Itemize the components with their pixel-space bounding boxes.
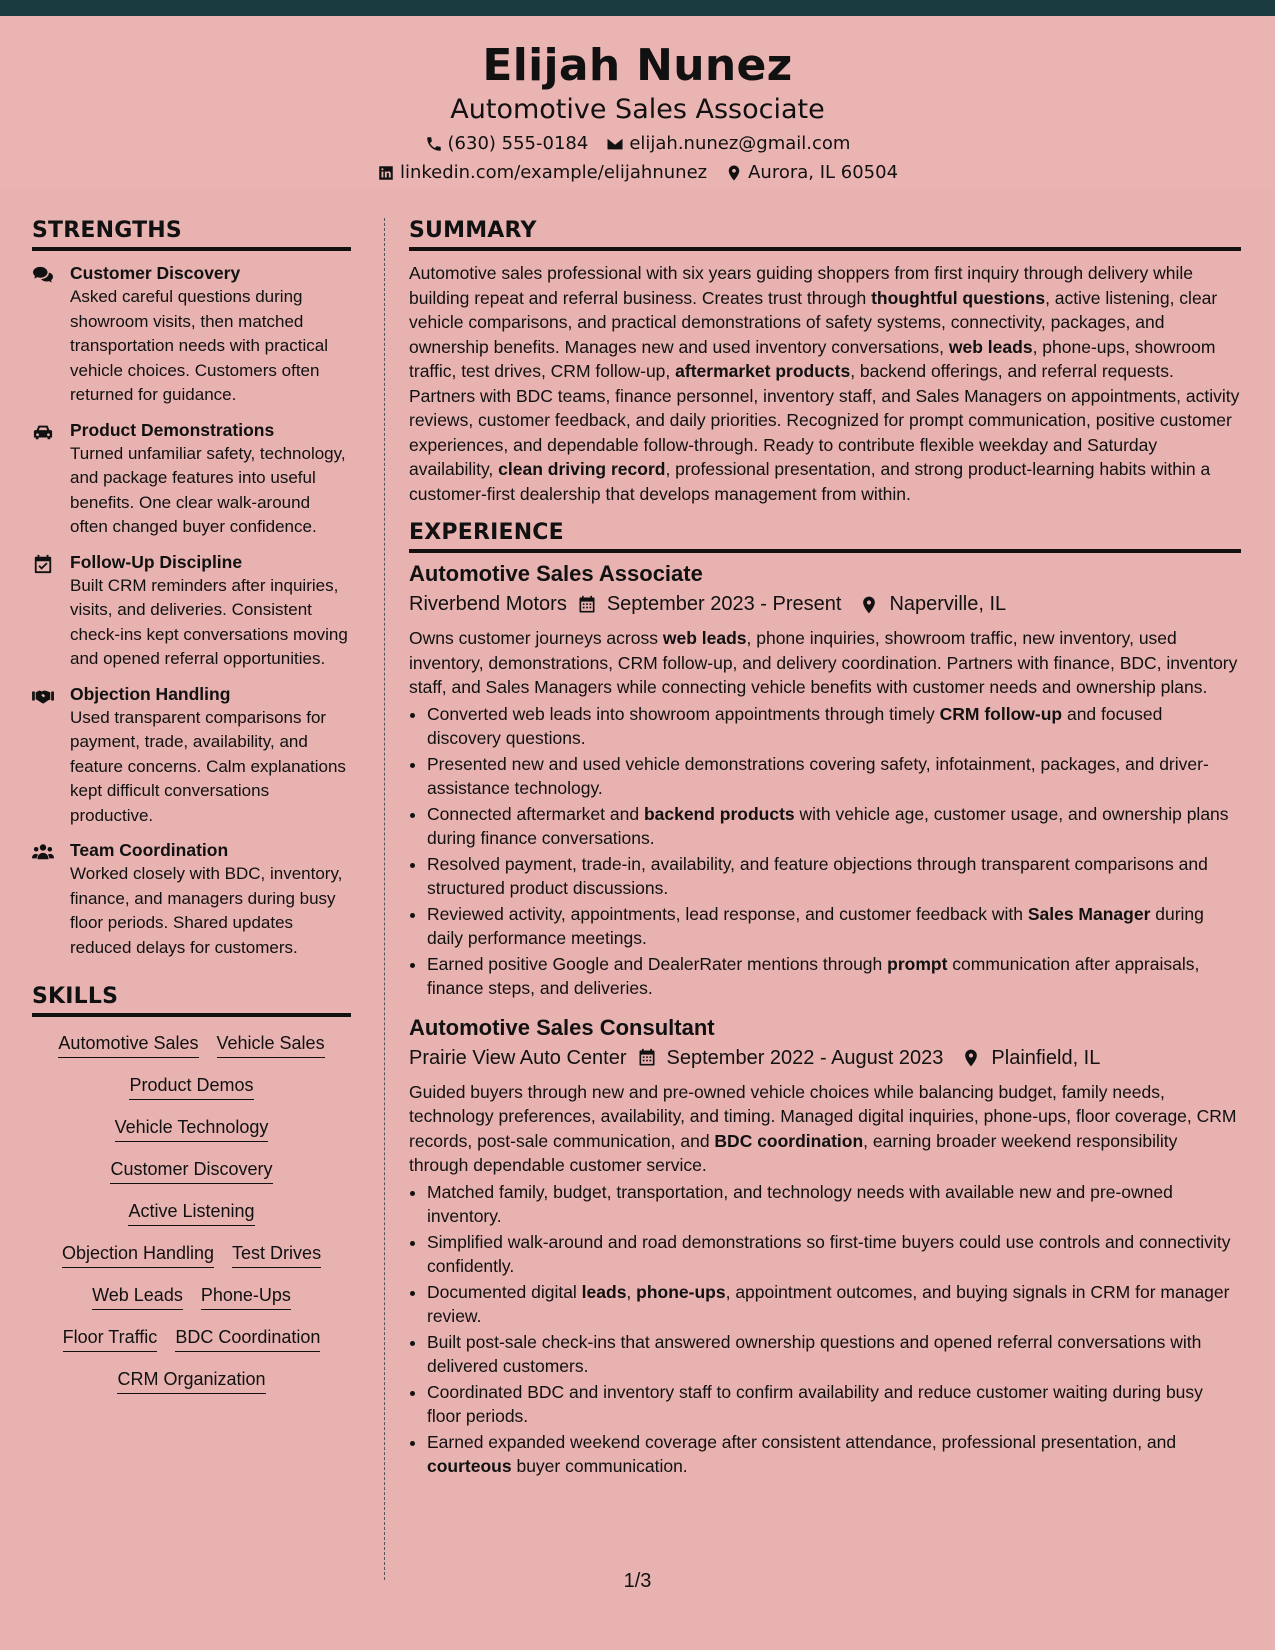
- job-bullet: [427, 952, 1241, 1001]
- skill-chip: Phone-Ups: [201, 1285, 291, 1310]
- candidate-name: Elijah Nunez: [482, 40, 793, 91]
- job-dates: September 2022 - August 2023: [666, 1046, 944, 1069]
- job-bullet: [427, 702, 1241, 751]
- text-run: , active listening, clear vehicle comparisons, and practical demonstrations of safety systems, connectivity, packages, and ownership benefits. Manages new and used inventory conversations,: [409, 287, 1218, 357]
- job-bullet: [427, 902, 1241, 951]
- job-description: [409, 1080, 1241, 1178]
- bold-keyword: Sales Manager: [1027, 903, 1151, 924]
- job-bullet: [427, 1430, 1241, 1479]
- strength-title: Follow-Up Discipline: [70, 551, 243, 572]
- bold-keyword: courteous: [427, 1456, 512, 1476]
- text-run: Earned expanded weekend coverage after consistent attendance, professional presentation, and: [427, 1431, 1177, 1452]
- job-description: [409, 626, 1241, 700]
- map-pin-icon: [725, 164, 743, 182]
- bold-keyword: CRM follow-up: [939, 703, 1063, 724]
- bold-keyword: backend products: [643, 803, 795, 824]
- strength-title: Team Coordination: [70, 840, 229, 860]
- skill-chip: Floor Traffic: [63, 1327, 158, 1352]
- bold-keyword: clean driving record: [498, 459, 666, 479]
- text-run: during daily performance meetings.: [427, 903, 1204, 948]
- bold-keyword: leads: [581, 1281, 627, 1302]
- strength-item: [32, 263, 351, 408]
- strength-icon-wrap: [32, 684, 70, 829]
- strength-body: [70, 840, 351, 960]
- strength-description: Worked closely with BDC, inventory, finance, and managers during busy floor periods. Shared updates reduced delays for customers.: [70, 864, 343, 957]
- page-number: 1/3: [623, 1570, 652, 1592]
- skills-row: [32, 1243, 351, 1268]
- bold-keyword: aftermarket products: [675, 361, 851, 381]
- job-title: Automotive Sales Consultant: [409, 1014, 715, 1040]
- right-column: [409, 218, 1241, 1480]
- users-icon: [32, 842, 54, 862]
- strength-title: Customer Discovery: [70, 263, 241, 283]
- skill-chip: BDC Coordination: [175, 1327, 320, 1352]
- skills-row: [32, 1159, 351, 1184]
- job-bullet: [427, 802, 1241, 851]
- text-run: buyer communication.: [511, 1456, 688, 1476]
- text-run: Built post-sale check-ins that answered ownership questions and opened referral conversations with delivered customers.: [427, 1331, 1202, 1376]
- strength-item: [32, 420, 351, 540]
- bold-keyword: web leads: [948, 336, 1033, 357]
- map-pin-icon: [961, 1048, 981, 1068]
- job-bullet: [427, 752, 1241, 801]
- phone-contact: [425, 133, 589, 154]
- summary-heading: SUMMARY: [409, 218, 1241, 251]
- strength-item: [32, 840, 351, 960]
- skills-row: [32, 1201, 351, 1226]
- job-dates: September 2023 - Present: [606, 593, 842, 615]
- skill-chip: Objection Handling: [62, 1243, 214, 1268]
- strength-description: Asked careful questions during showroom visits, then matched transportation needs with practical vehicle choices. Customers often returned for guidance.: [70, 287, 328, 404]
- linkedin-icon: [377, 164, 395, 182]
- text-run: Owns customer journeys across: [409, 628, 663, 648]
- skills-row: [32, 1033, 351, 1058]
- strength-body: [70, 263, 351, 408]
- job-meta: [409, 1047, 1241, 1070]
- contact-row-1: [0, 133, 1275, 154]
- strength-icon-wrap: [32, 552, 70, 672]
- phone-text: (630) 555-0184: [447, 133, 589, 154]
- email-text[interactable]: elijah.nunez@gmail.com: [629, 133, 851, 154]
- job-bullet: [427, 1180, 1241, 1229]
- strength-item: [32, 552, 351, 672]
- column-divider: [384, 218, 385, 1580]
- experience-list: [409, 561, 1241, 1479]
- calendar-check-icon: [32, 554, 54, 574]
- text-run: Converted web leads into showroom appointments through timely: [427, 703, 940, 724]
- text-run: , backend offerings, and referral requests. Partners with BDC teams, finance personnel, inventory staff, and Sales Managers on appointments, activity reviews, customer feedback, and daily priorities. Recognized for prompt communication, positive customer experiences, and dependable follow-through. Ready to contribute flexible weekday and Saturday availability,: [409, 361, 1240, 479]
- strength-body: [70, 552, 351, 672]
- text-run: , phone-ups, showroom traffic, test drives, CRM follow-up,: [409, 336, 1216, 381]
- strength-item: [32, 684, 351, 829]
- location-text: Aurora, IL 60504: [748, 162, 899, 183]
- strength-icon-wrap: [32, 420, 70, 540]
- strength-description: Turned unfamiliar safety, technology, and package features into useful benefits. One clear walk-around often changed buyer confidence.: [70, 443, 346, 536]
- bold-keyword: web leads: [662, 628, 747, 648]
- left-column: [32, 218, 351, 1480]
- text-run: , appointment outcomes, and buying signals in CRM for manager review.: [427, 1281, 1230, 1326]
- skills-row: [32, 1285, 351, 1310]
- linkedin-text[interactable]: linkedin.com/example/elijahnunez: [399, 162, 708, 183]
- text-run: , earning broader weekend responsibility through dependable customer service.: [409, 1130, 1178, 1175]
- resume-header: [0, 16, 1275, 190]
- job-meta: [409, 593, 1241, 616]
- strengths-list: [32, 263, 351, 960]
- job-bullets: [409, 1180, 1241, 1479]
- text-run: Resolved payment, trade-in, availability, and feature objections through transparent comparisons and structured product discussions.: [427, 853, 1208, 898]
- job-bullets: [409, 702, 1241, 1001]
- job-location: Plainfield, IL: [991, 1046, 1101, 1069]
- text-run: , phone inquiries, showroom traffic, new inventory, used inventory, demonstrations, CRM follow-up, and delivery coordination. Partners with finance, BDC, inventory staff, and Sales Managers while connecting vehicle benefits with customer needs and ownership plans.: [409, 628, 1238, 697]
- envelope-icon: [606, 135, 624, 153]
- job-bullet: [427, 1330, 1241, 1379]
- strength-title: Objection Handling: [70, 683, 231, 704]
- skills-row: [32, 1075, 351, 1100]
- phone-icon: [425, 135, 443, 153]
- car-icon: [32, 422, 54, 442]
- skill-chip: Web Leads: [92, 1285, 183, 1310]
- text-run: communication after appraisals, finance steps, and deliveries.: [427, 953, 1200, 998]
- job-location: Naperville, IL: [889, 593, 1007, 615]
- skill-chip: CRM Organization: [117, 1369, 265, 1394]
- strength-icon-wrap: [32, 840, 70, 960]
- strength-description: Used transparent comparisons for payment, trade, availability, and feature concerns. Calm explanations kept difficult conversations productive.: [70, 707, 346, 825]
- skills-heading: SKILLS: [32, 984, 351, 1017]
- skills-row: [32, 1369, 351, 1394]
- bold-keyword: prompt: [887, 953, 948, 974]
- skill-chip: Vehicle Sales: [217, 1033, 325, 1058]
- skill-chip: Product Demos: [129, 1075, 253, 1100]
- skill-chip: Test Drives: [232, 1243, 321, 1268]
- skill-chip: Automotive Sales: [58, 1033, 198, 1058]
- skill-chip: Active Listening: [128, 1201, 254, 1226]
- job-bullet: [427, 852, 1241, 901]
- company-name: Prairie View Auto Center: [409, 1046, 627, 1069]
- job-entry: [409, 1015, 1241, 1479]
- skill-chip: Vehicle Technology: [115, 1117, 269, 1142]
- text-run: Coordinated BDC and inventory staff to confirm availability and reduce customer waiting during busy floor periods.: [427, 1381, 1203, 1426]
- text-run: , professional presentation, and strong product-learning habits within a customer-first dealership that develops management from within.: [409, 459, 1211, 504]
- skills-row: [32, 1117, 351, 1142]
- text-run: Matched family, budget, transportation, and technology needs with available new and pre-owned inventory.: [427, 1181, 1173, 1226]
- text-run: Simplified walk-around and road demonstrations so first-time buyers could use controls and connectivity confidently.: [427, 1231, 1231, 1276]
- calendar-icon: [577, 595, 597, 615]
- location-contact: [725, 162, 898, 183]
- handshake-icon: [32, 686, 54, 706]
- comments-icon: [32, 265, 54, 285]
- contact-row-2: [0, 162, 1275, 183]
- strength-icon-wrap: [32, 263, 70, 408]
- experience-heading: EXPERIENCE: [409, 520, 1241, 553]
- job-bullet: [427, 1380, 1241, 1429]
- text-run: Earned positive Google and DealerRater mentions through: [427, 953, 888, 974]
- skill-chip: Customer Discovery: [110, 1159, 272, 1184]
- job-bullet: [427, 1280, 1241, 1329]
- company-name: Riverbend Motors: [409, 593, 567, 615]
- text-run: and focused discovery questions.: [427, 703, 1163, 748]
- job-entry: [409, 561, 1241, 1001]
- text-run: Presented new and used vehicle demonstrations covering safety, infotainment, packages, and driver-assistance technology.: [427, 753, 1209, 798]
- skills-row: [32, 1327, 351, 1352]
- resume-body: [0, 218, 1275, 1480]
- text-run: ,: [626, 1281, 637, 1302]
- bold-keyword: BDC coordination: [714, 1130, 864, 1151]
- map-pin-icon: [859, 595, 879, 615]
- text-run: Guided buyers through new and pre-owned vehicle choices while balancing budget, family needs, technology preferences, availability, and timing. Managed digital inquiries, phone-ups, floor coverage, CRM records, post-sale communication, and: [409, 1081, 1237, 1151]
- linkedin-contact[interactable]: [377, 162, 707, 183]
- strength-description: Built CRM reminders after inquiries, visits, and deliveries. Consistent check-ins kept conversations moving and opened referral opportunities.: [70, 575, 348, 668]
- strengths-heading: STRENGTHS: [32, 218, 351, 251]
- text-run: Connected aftermarket and: [427, 803, 644, 824]
- job-title: Automotive Sales Associate: [409, 561, 703, 586]
- calendar-icon: [637, 1048, 657, 1068]
- candidate-title: Automotive Sales Associate: [450, 94, 825, 125]
- text-run: Reviewed activity, appointments, lead response, and customer feedback with: [427, 903, 1028, 924]
- skills-list: [32, 1033, 351, 1394]
- summary-text: [409, 261, 1241, 506]
- bold-keyword: thoughtful questions: [871, 287, 1046, 308]
- job-bullet: [427, 1230, 1241, 1279]
- bold-keyword: phone-ups: [636, 1281, 726, 1302]
- text-run: Documented digital: [427, 1281, 582, 1302]
- text-run: Automotive sales professional with six years guiding shoppers from first inquiry through delivery while building repeat and referral business. Creates trust through: [409, 263, 1193, 308]
- strength-body: [70, 684, 351, 829]
- strength-body: [70, 420, 351, 540]
- strength-title: Product Demonstrations: [70, 419, 275, 440]
- top-accent-bar: [0, 0, 1275, 16]
- text-run: with vehicle age, customer usage, and ownership plans during finance conversations.: [427, 803, 1229, 848]
- email-contact[interactable]: [606, 133, 850, 154]
